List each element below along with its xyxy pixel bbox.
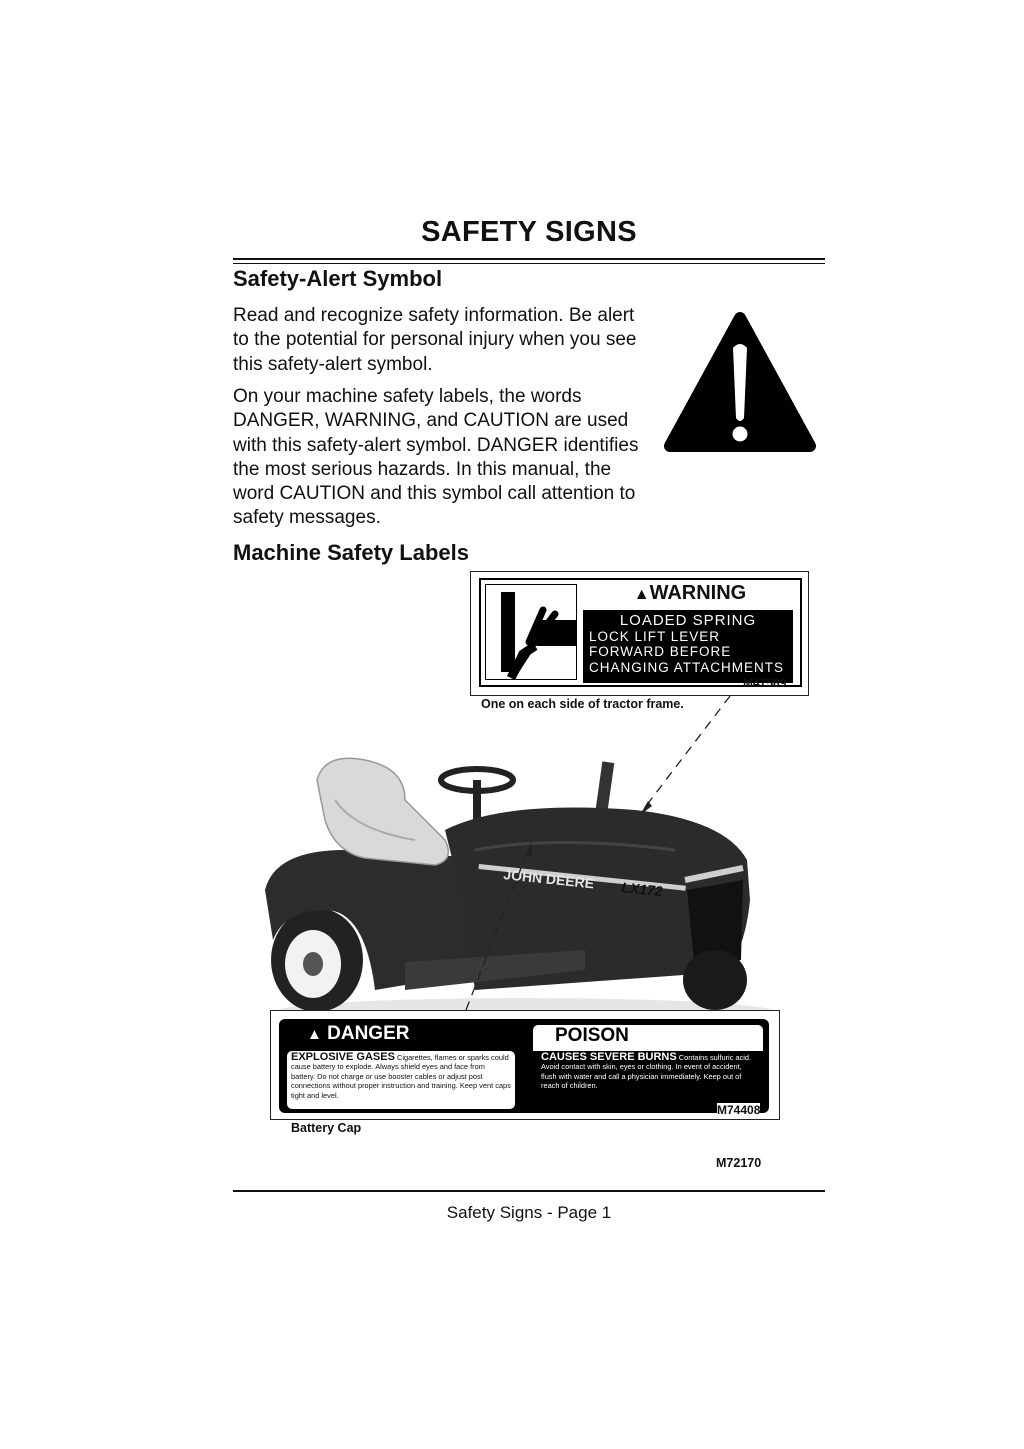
page-title: SAFETY SIGNS [421,216,637,248]
tractor-brand: JOHN DEERE [502,866,595,892]
warning-line-4: CHANGING ATTACHMENTS [589,659,785,675]
title-rule-thin [233,263,825,264]
danger-signal-text: DANGER [327,1023,410,1044]
footer-rule [233,1190,825,1192]
warning-label-code: M47589 [743,676,787,690]
title-rule-thick [233,258,825,260]
figure-code: M72170 [716,1156,762,1170]
warning-alert-icon: ▲ [633,586,650,603]
danger-body-text: Cigarettes, flames or sparks could cause battery to explode. Always shield eyes and face from battery. Do not charge or use booster cables or adjust post connections without proper instruction and training. Keep vent caps tight and level. [291,1053,511,1100]
danger-message-panel [287,1051,515,1109]
page-footer: Safety Signs - Page 1 [446,1203,612,1222]
paragraph-2-text: On your machine safety labels, the words DANGER, WARNING, and CAUTION are used with this safety-alert symbol. DANGER identifies the most serious hazards. In this manual, the word CAUTION and this symbol call attention to safety messages. [233,386,639,529]
warning-signal-text: WARNING [649,582,747,604]
danger-heading: EXPLOSIVE GASES [291,1051,395,1063]
warning-message-panel [583,610,793,683]
warning-line-1: LOADED SPRING [619,612,757,629]
safety-alert-heading: Safety-Alert Symbol [233,266,443,291]
machine-safety-labels-heading: Machine Safety Labels [233,540,469,565]
paragraph-1-text: Read and recognize safety information. Be alert to the potential for personal injury when you see this safety-alert symbol. [233,305,637,375]
warning-signal-word [587,582,793,608]
battery-cap-label [270,1010,780,1120]
warning-line-3: FORWARD BEFORE [589,644,732,659]
battery-label-code: M74408 [717,1103,761,1117]
warning-label [470,571,809,696]
warning-line-2: LOCK LIFT LEVER [589,628,721,644]
safety-alert-paragraph-2 [233,385,653,531]
safety-alert-triangle-icon [660,310,820,455]
safety-alert-paragraph-1 [233,304,653,377]
poison-heading: CAUSES SEVERE BURNS [541,1051,677,1063]
poison-signal-word: POISON [555,1025,629,1046]
danger-alert-icon: ▲ [307,1026,322,1043]
warning-label-caption: One on each side of tractor frame. [481,697,684,711]
tractor-model: LX172 [620,879,664,900]
poison-body-text: Contains sulfuric acid. Avoid contact with skin, eyes or clothing. In event of accident, flush with water and call a physician immediately. Keep out of reach of children. [541,1053,752,1091]
battery-label-caption: Battery Cap [291,1121,362,1135]
hand-spring-hazard-icon [485,584,577,680]
danger-signal-word [307,1023,409,1045]
poison-message-panel [537,1051,759,1109]
lawn-tractor-illustration [255,740,775,1030]
